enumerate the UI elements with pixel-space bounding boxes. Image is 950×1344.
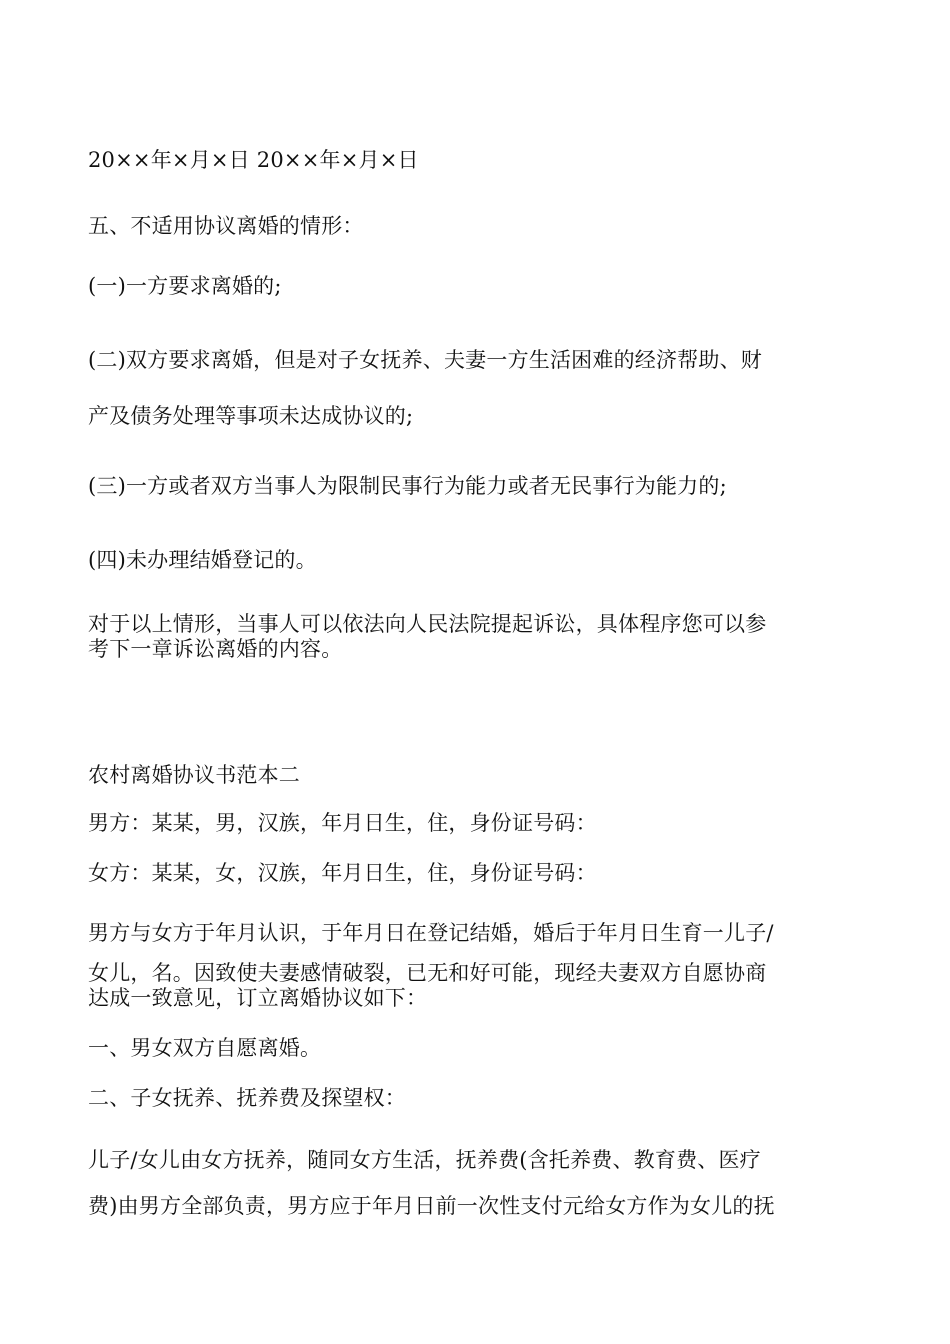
litigation-note-line-2: 考下一章诉讼离婚的内容。: [88, 637, 343, 661]
clause-one-text: 一、男女双方自愿离婚。: [88, 1036, 322, 1060]
date-line: 20××年×月×日 20××年×月×日: [88, 148, 419, 172]
case-two-text-line-1: (二)双方要求离婚，但是对子女抚养、夫妻一方生活困难的经济帮助、财: [88, 348, 762, 372]
case-one-text: (一)一方要求离婚的;: [88, 274, 282, 298]
husband-info-line: 男方：某某，男，汉族，年月日生，住，身份证号码：: [88, 811, 597, 835]
case-four-text: (四)未办理结婚登记的。: [88, 548, 317, 572]
litigation-note-line-1: 对于以上情形，当事人可以依法向人民法院提起诉讼，具体程序您可以参: [88, 612, 767, 636]
wife-info-line: 女方：某某，女，汉族，年月日生，住，身份证号码：: [88, 861, 597, 885]
template-two-title: 农村离婚协议书范本二: [88, 763, 300, 787]
section-five-heading: 五、不适用协议离婚的情形：: [88, 214, 364, 238]
case-two-text-line-2: 产及债务处理等事项未达成协议的;: [88, 404, 414, 428]
clause-two-heading: 二、子女抚养、抚养费及探望权：: [88, 1086, 406, 1110]
marriage-background-line-2: 女儿，名。因致使夫妻感情破裂，已无和好可能，现经夫妻双方自愿协商: [88, 961, 767, 985]
case-three-text: (三)一方或者双方当事人为限制民事行为能力或者无民事行为能力的;: [88, 474, 727, 498]
marriage-background-line-1: 男方与女方于年月认识，于年月日在登记结婚，婚后于年月日生育一儿子/: [88, 921, 774, 945]
marriage-background-line-3: 达成一致意见，订立离婚协议如下：: [88, 986, 428, 1010]
custody-text-line-2: 费)由男方全部负责，男方应于年月日前一次性支付元给女方作为女儿的抚: [88, 1194, 775, 1218]
custody-text-line-1: 儿子/女儿由女方抚养，随同女方生活，抚养费(含托养费、教育费、医疗: [88, 1148, 761, 1172]
